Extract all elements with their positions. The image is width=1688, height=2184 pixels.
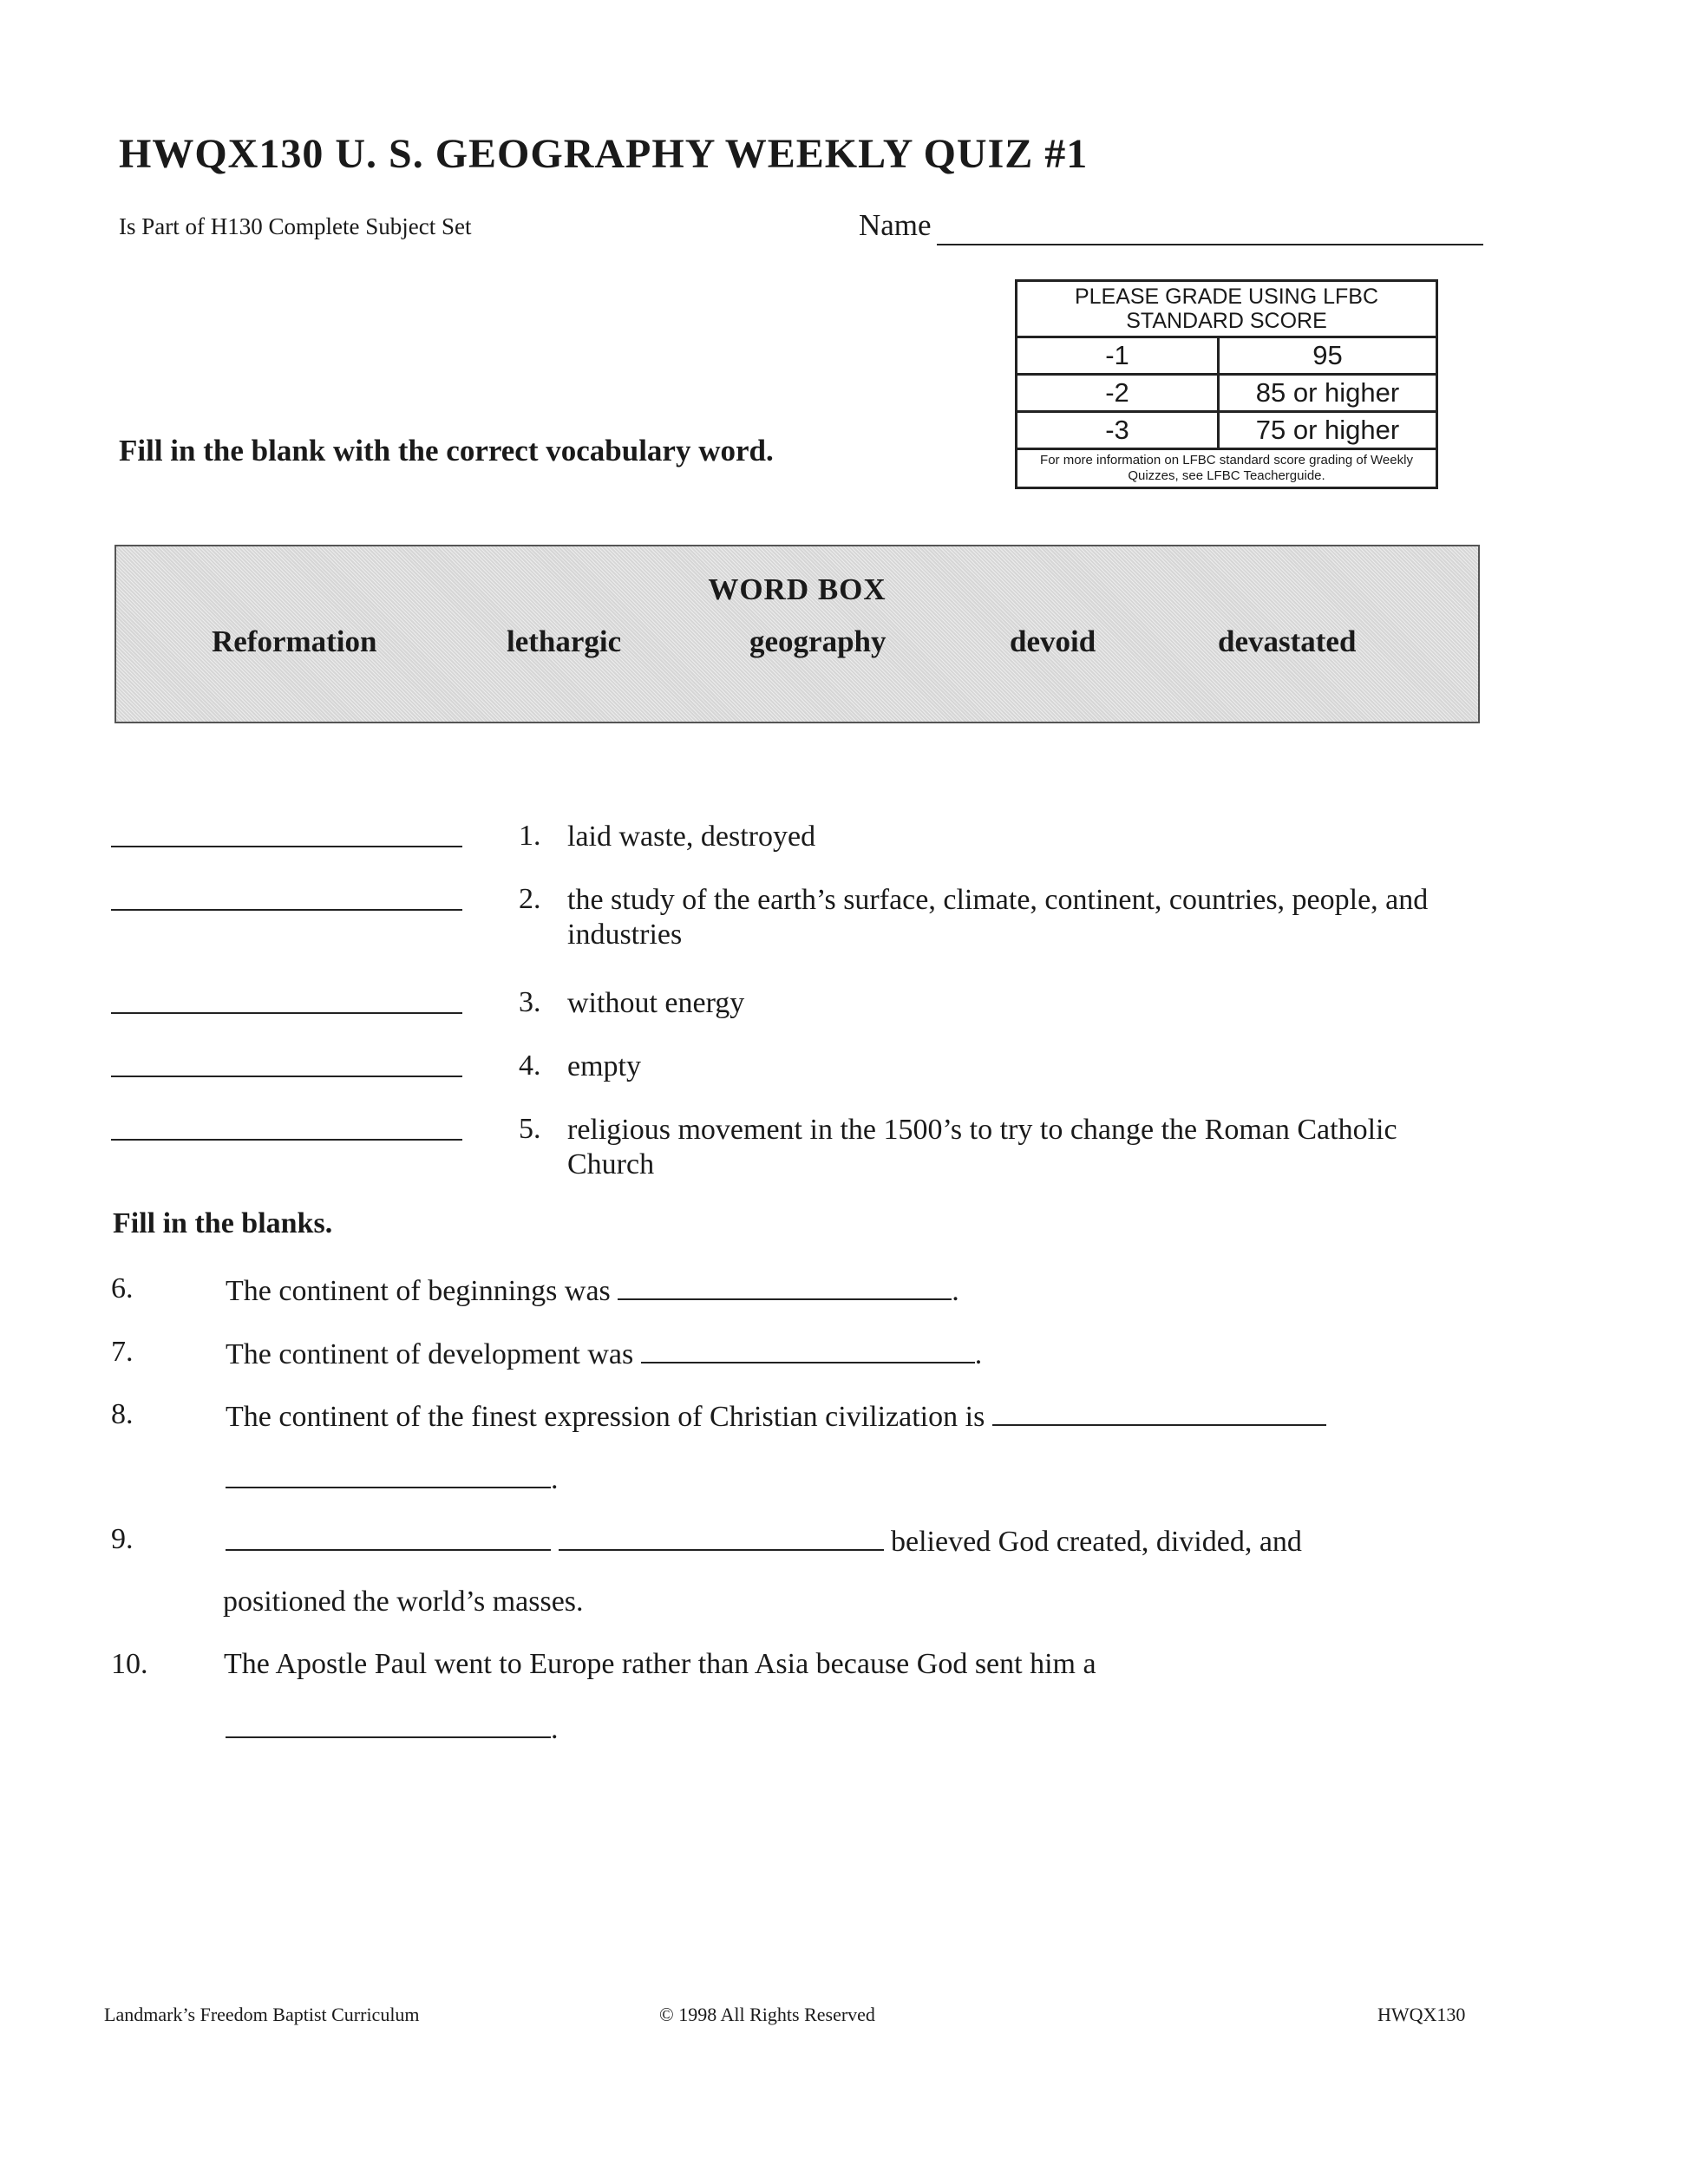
word-box-word: devoid bbox=[1010, 624, 1096, 658]
period: . bbox=[974, 1338, 983, 1370]
answer-blank[interactable] bbox=[559, 1523, 884, 1551]
word-box-word: Reformation bbox=[212, 624, 377, 658]
grade-score: 85 or higher bbox=[1255, 377, 1400, 408]
grade-table-header: PLEASE GRADE USING LFBC STANDARD SCORE bbox=[1017, 282, 1436, 338]
item-definition: empty bbox=[567, 1050, 641, 1082]
answer-blank[interactable] bbox=[641, 1336, 975, 1363]
word-box bbox=[114, 545, 1480, 723]
item-number: 5. bbox=[519, 1113, 541, 1145]
footer-code: HWQX130 bbox=[1377, 2004, 1466, 2025]
answer-blank[interactable] bbox=[226, 1523, 551, 1551]
answer-blank[interactable] bbox=[111, 1139, 462, 1141]
grade-row bbox=[1017, 338, 1436, 376]
question-text bbox=[226, 1398, 1326, 1434]
grade-row bbox=[1017, 376, 1436, 413]
period: . bbox=[952, 1275, 959, 1307]
item-definition: without energy bbox=[567, 987, 745, 1019]
answer-blank[interactable] bbox=[111, 846, 462, 847]
word-box-word: geography bbox=[749, 624, 887, 658]
answer-blank[interactable] bbox=[111, 1076, 462, 1077]
question-text bbox=[226, 1336, 982, 1371]
question-number: 9. bbox=[111, 1523, 134, 1555]
question-text: The Apostle Paul went to Europe rather than Asia because God sent him a bbox=[224, 1648, 1096, 1680]
item-definition: religious movement in the 1500’s to try to change the Roman Catholic Church bbox=[567, 1114, 1397, 1180]
footer-copyright: © 1998 All Rights Reserved bbox=[659, 2004, 875, 2025]
word-box-word: devastated bbox=[1218, 624, 1357, 658]
vocab-instruction: Fill in the blank with the correct vocabulary word. bbox=[119, 434, 774, 468]
question-continuation bbox=[226, 1710, 559, 1746]
answer-blank[interactable] bbox=[618, 1272, 952, 1300]
item-number: 2. bbox=[519, 883, 541, 915]
answer-blank[interactable] bbox=[111, 1012, 462, 1014]
name-label: Name bbox=[859, 208, 932, 242]
grade-table bbox=[1015, 279, 1438, 489]
answer-blank[interactable] bbox=[226, 1710, 551, 1738]
period: . bbox=[551, 1463, 559, 1495]
page-title: HWQX130 U. S. GEOGRAPHY WEEKLY QUIZ #1 bbox=[119, 131, 1089, 177]
question-number: 6. bbox=[111, 1272, 134, 1305]
name-field[interactable] bbox=[937, 244, 1483, 245]
item-definition: the study of the earth’s surface, climate, continent, countries, people, and industries bbox=[567, 884, 1429, 951]
word-box-word: lethargic bbox=[507, 624, 622, 658]
word-box-title: WORD BOX bbox=[708, 572, 887, 606]
item-number: 1. bbox=[519, 820, 541, 852]
question-number: 8. bbox=[111, 1398, 134, 1430]
fill-blanks-instruction: Fill in the blanks. bbox=[113, 1207, 333, 1239]
grade-score: 75 or higher bbox=[1255, 415, 1400, 445]
question-number: 7. bbox=[111, 1336, 134, 1368]
question-number: 10. bbox=[111, 1648, 148, 1680]
question-prompt: believed God created, divided, and bbox=[891, 1526, 1302, 1558]
period: . bbox=[551, 1713, 559, 1745]
question-text bbox=[226, 1523, 1302, 1559]
grade-deduction: -1 bbox=[1017, 338, 1220, 373]
grade-table-note: For more information on LFBC standard score grading of Weekly Quizzes, see LFBC Teacherguide. bbox=[1040, 453, 1413, 483]
item-definition: laid waste, destroyed bbox=[567, 821, 816, 853]
footer-publisher: Landmark’s Freedom Baptist Curriculum bbox=[104, 2004, 420, 2025]
answer-blank[interactable] bbox=[111, 909, 462, 911]
question-prompt: The continent of development was bbox=[226, 1338, 634, 1370]
question-prompt: The continent of beginnings was bbox=[226, 1275, 611, 1307]
grade-deduction: -2 bbox=[1017, 376, 1220, 410]
grade-row bbox=[1017, 413, 1436, 450]
item-number: 4. bbox=[519, 1049, 541, 1082]
question-text bbox=[226, 1272, 959, 1308]
subtitle: Is Part of H130 Complete Subject Set bbox=[119, 213, 472, 239]
grade-score: 95 bbox=[1312, 340, 1343, 370]
grade-deduction: -3 bbox=[1017, 413, 1220, 448]
item-number: 3. bbox=[519, 986, 541, 1018]
question-continuation: positioned the world’s masses. bbox=[223, 1586, 584, 1618]
answer-blank[interactable] bbox=[992, 1398, 1326, 1426]
answer-blank[interactable] bbox=[226, 1461, 551, 1488]
question-prompt: The continent of the finest expression of Christian civilization is bbox=[226, 1401, 985, 1433]
question-continuation bbox=[226, 1461, 559, 1496]
